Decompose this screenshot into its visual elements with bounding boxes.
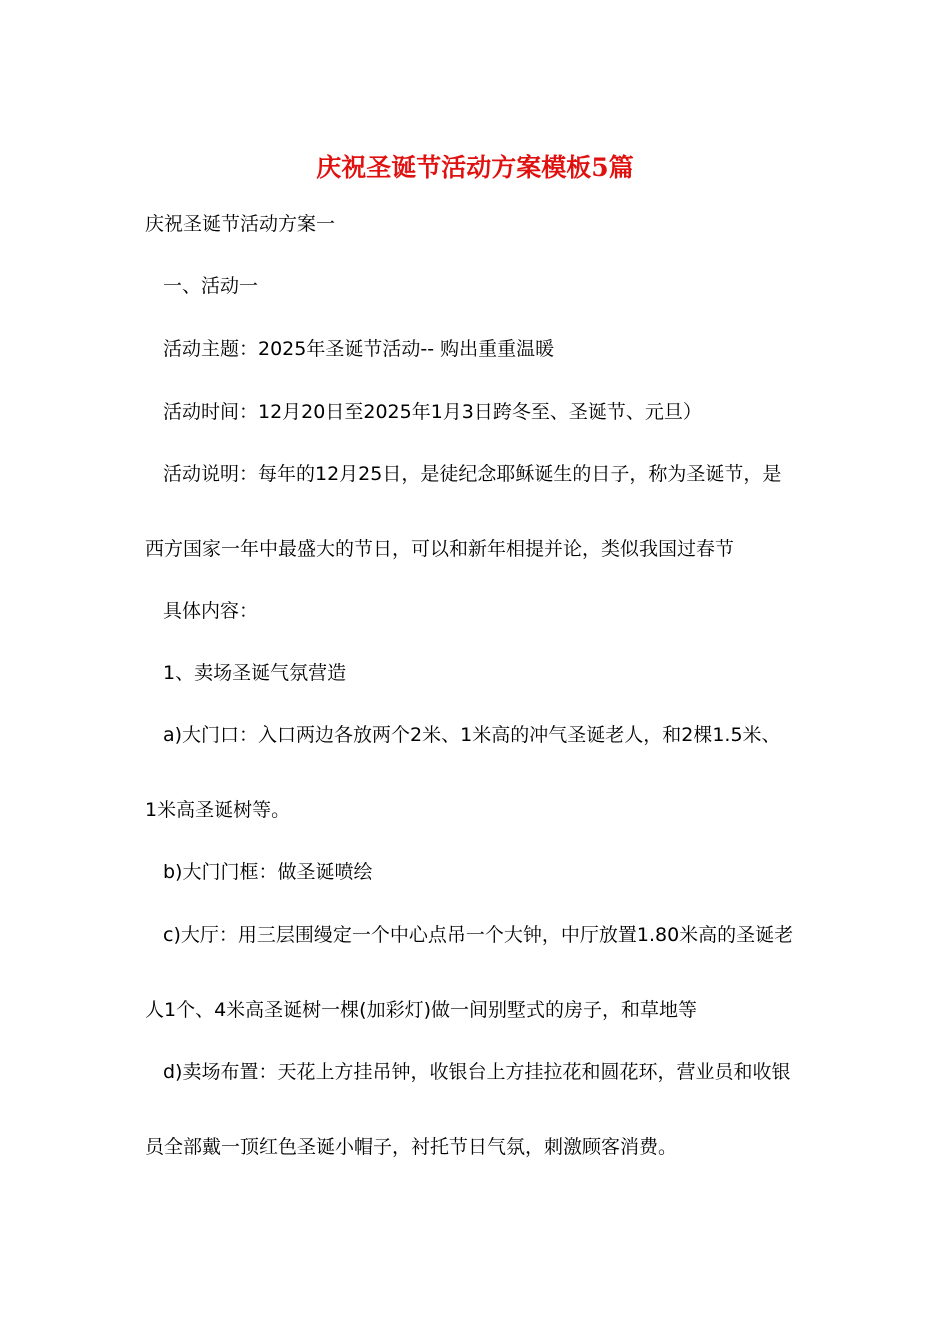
list-item-heading: 1、卖场圣诞气氛营造 bbox=[163, 662, 347, 684]
document-title: 庆祝圣诞节活动方案模板5篇 bbox=[316, 153, 634, 182]
list-item-c-continued: 人1个、4米高圣诞树一棵(加彩灯)做一间别墅式的房子，和草地等 bbox=[145, 999, 698, 1021]
activity-theme: 活动主题：2025年圣诞节活动-- 购出重重温暖 bbox=[163, 338, 555, 360]
list-item-d: d)卖场布置：天花上方挂吊钟，收银台上方挂拉花和圆花环，营业员和收银 bbox=[163, 1061, 791, 1083]
section-heading: 庆祝圣诞节活动方案一 bbox=[145, 213, 336, 235]
list-item-a: a)大门口：入口两边各放两个2米、1米高的冲气圣诞老人，和2棵1.5米、 bbox=[163, 724, 781, 746]
subsection-heading: 一、活动一 bbox=[163, 275, 259, 297]
list-item-a-continued: 1米高圣诞树等。 bbox=[145, 799, 291, 821]
content-heading: 具体内容： bbox=[163, 600, 259, 622]
list-item-b: b)大门门框：做圣诞喷绘 bbox=[163, 861, 373, 883]
activity-description-continued: 西方国家一年中最盛大的节日，可以和新年相提并论，类似我国过春节 bbox=[145, 538, 735, 560]
list-item-d-continued: 员全部戴一顶红色圣诞小帽子，衬托节日气氛，刺激顾客消费。 bbox=[145, 1136, 678, 1158]
activity-time: 活动时间：12月20日至2025年1月3日跨冬至、圣诞节、元旦） bbox=[163, 401, 702, 423]
activity-description: 活动说明：每年的12月25日，是徒纪念耶稣诞生的日子，称为圣诞节，是 bbox=[163, 463, 782, 485]
list-item-c: c)大厅：用三层围缦定一个中心点吊一个大钟，中厅放置1.80米高的圣诞老 bbox=[163, 924, 794, 946]
